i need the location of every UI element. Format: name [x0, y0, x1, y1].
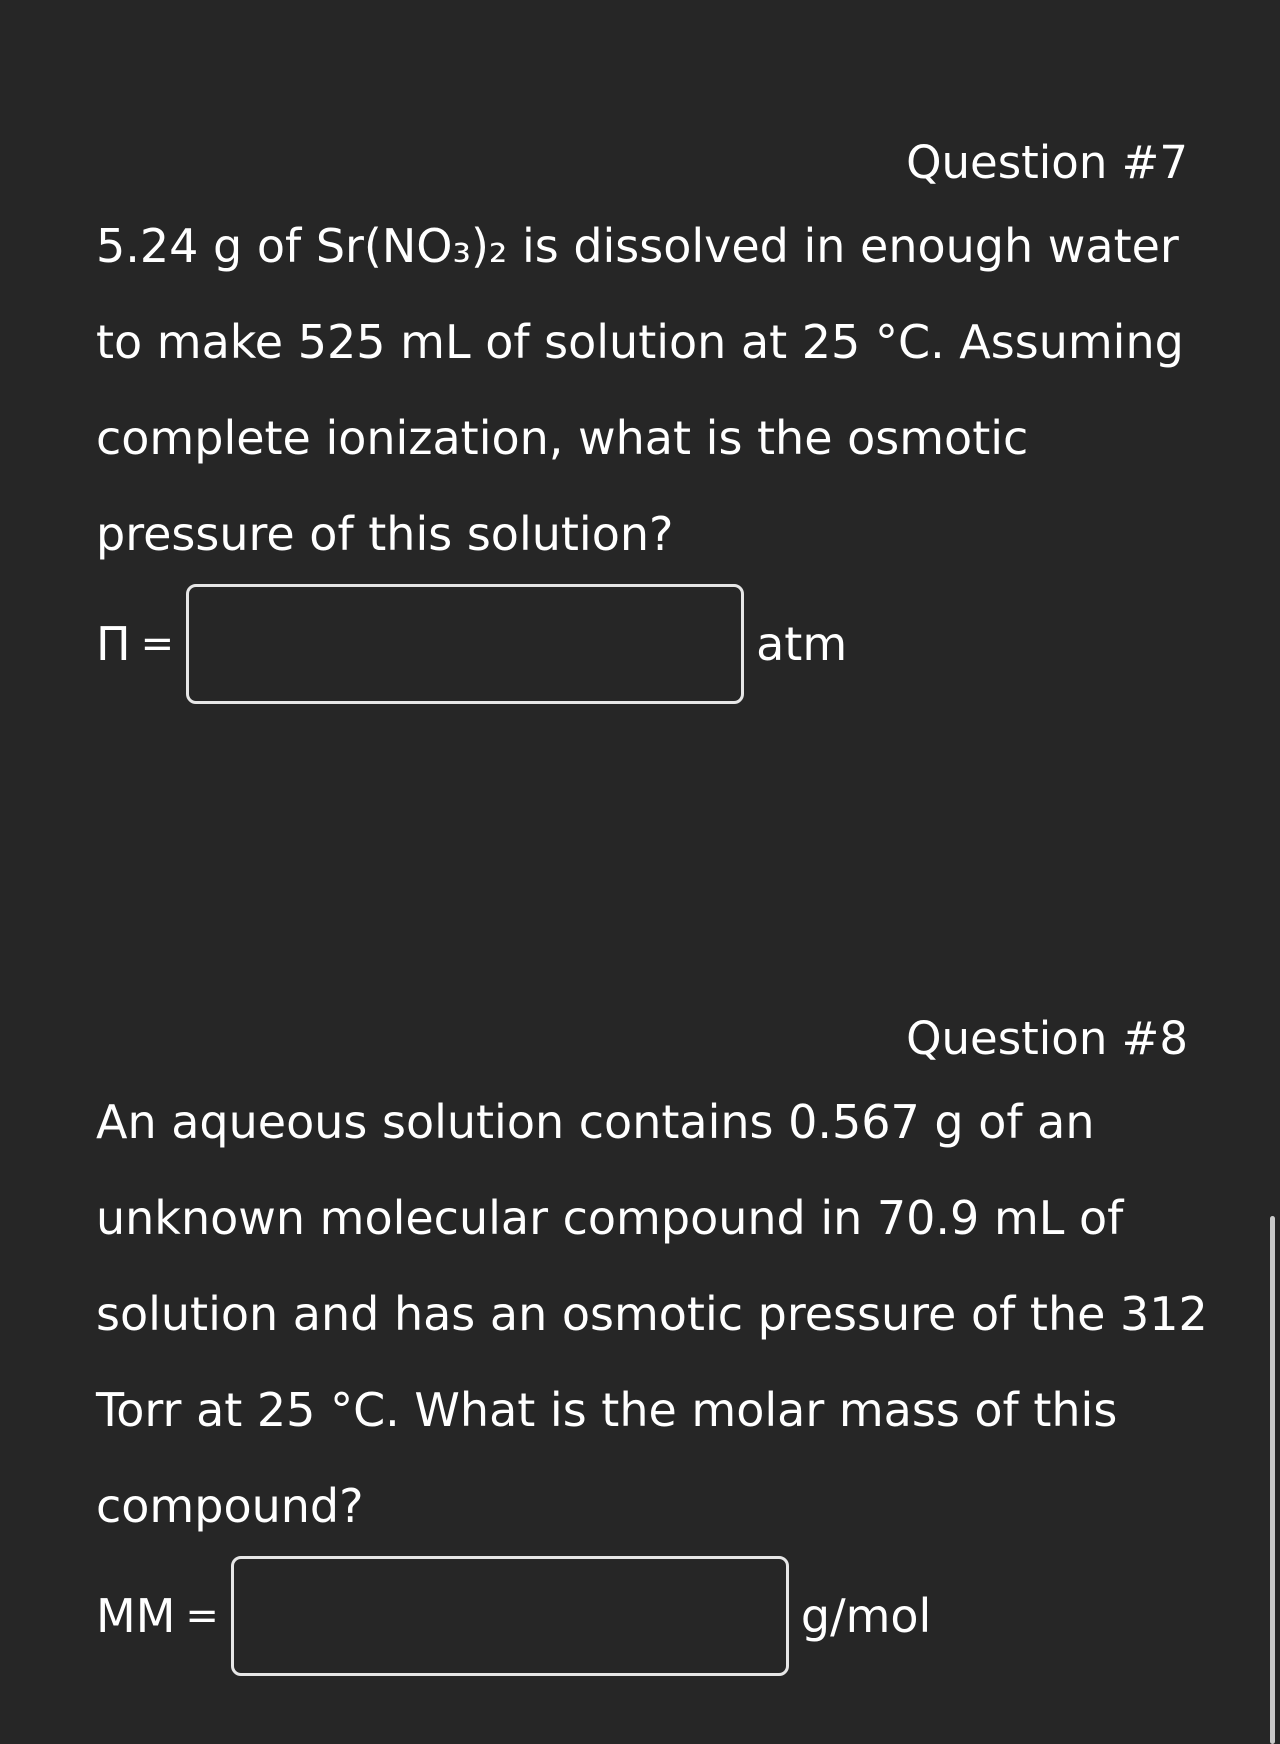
equals-sign: = [185, 1593, 219, 1639]
question-7-line: pressure of this solution? [96, 507, 674, 561]
osmotic-pressure-input[interactable] [186, 584, 744, 704]
question-7-heading: Question #7 [906, 136, 1188, 189]
question-8-line: Torr at 25 °C. What is the molar mass of this [96, 1383, 1118, 1437]
question-8-line: solution and has an osmotic pressure of the 312 [96, 1287, 1208, 1341]
question-8-text [96, 1074, 1206, 1554]
question-8-line: compound? [96, 1479, 364, 1533]
question-8-line: An aqueous solution contains 0.567 g of an [96, 1095, 1095, 1149]
atm-unit-label: atm [756, 617, 848, 671]
g-per-mol-unit-label: g/mol [800, 1589, 932, 1643]
molar-mass-input[interactable] [231, 1556, 789, 1676]
question-8-answer-row [96, 1554, 931, 1678]
question-7-line: complete ionization, what is the osmotic [96, 411, 1029, 465]
equals-sign: = [140, 621, 175, 667]
vertical-scrollbar[interactable] [1270, 1216, 1275, 1744]
question-8-heading: Question #8 [906, 1012, 1188, 1065]
molar-mass-symbol: MM [96, 1589, 176, 1643]
osmotic-pressure-symbol: Π [96, 617, 131, 671]
question-7-line: 5.24 g of Sr(NO₃)₂ is dissolved in enough water [96, 219, 1179, 273]
question-7-answer-row [96, 582, 847, 706]
question-8-line: unknown molecular compound in 70.9 mL of [96, 1191, 1124, 1245]
question-7-text [96, 198, 1206, 582]
question-7-line: to make 525 mL of solution at 25 °C. Assuming [96, 315, 1184, 369]
